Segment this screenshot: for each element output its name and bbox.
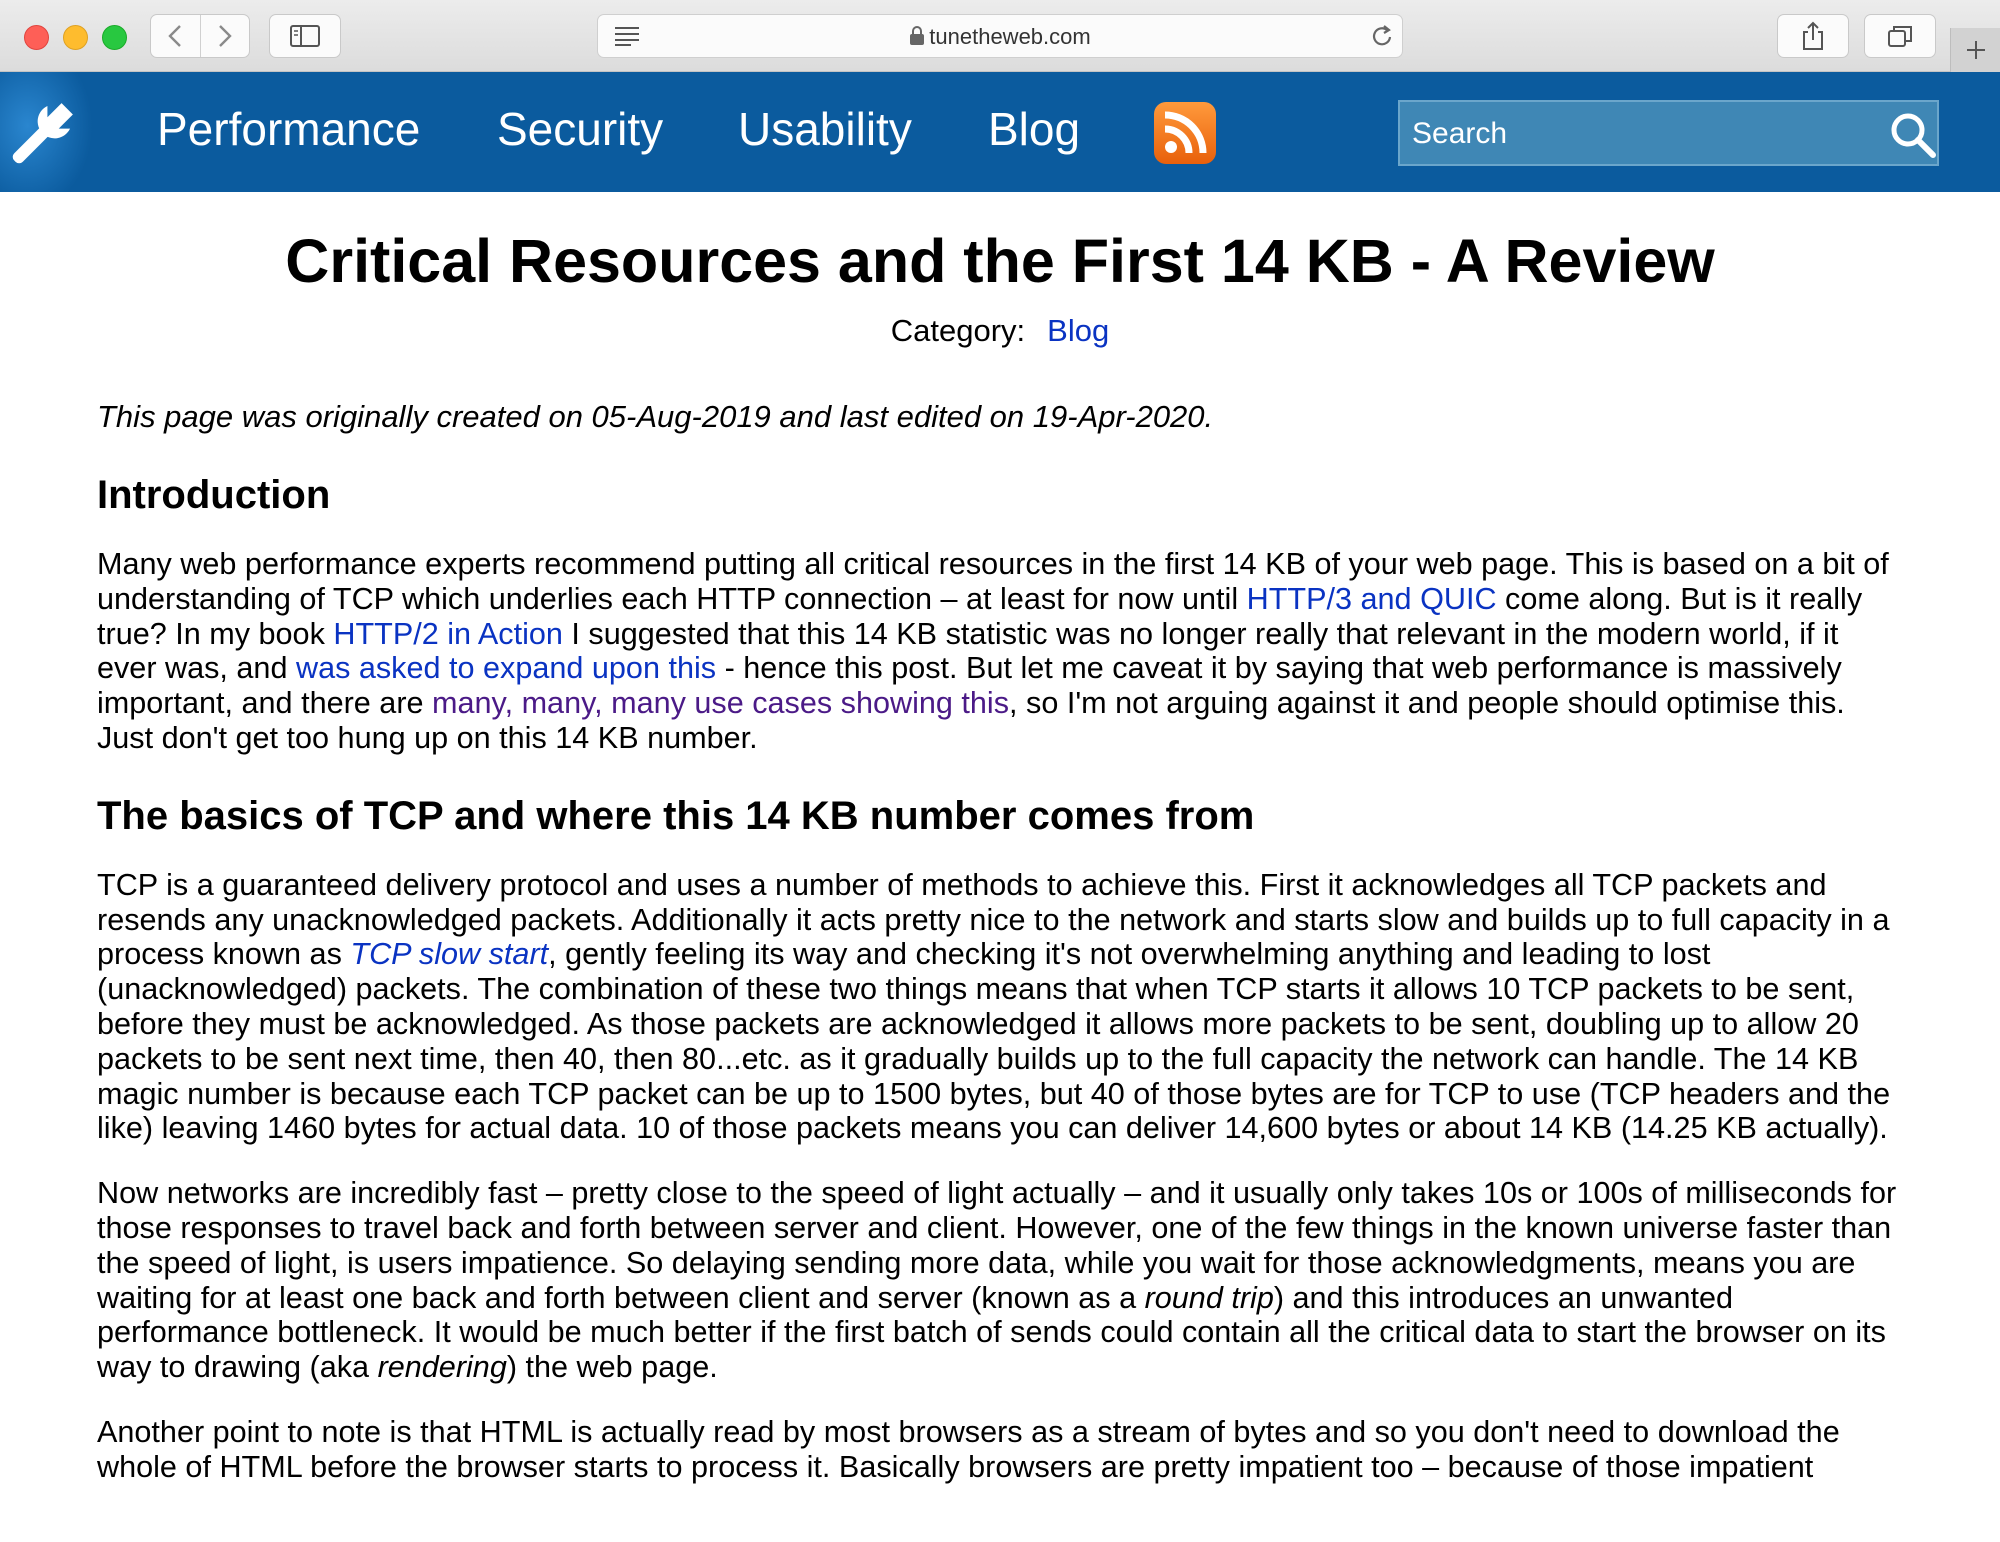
url-text: tunetheweb.com: [929, 24, 1091, 49]
link-use-cases[interactable]: many, many, many use cases showing this: [432, 686, 1010, 721]
text-segment: come along. But is it really true? In my book: [97, 581, 1863, 651]
reload-icon[interactable]: [1370, 23, 1394, 54]
heading-introduction: Introduction: [97, 473, 331, 518]
url-display: [598, 24, 1402, 50]
back-arrow-icon: [168, 24, 182, 48]
link-tcp-slow-start[interactable]: TCP slow start: [350, 937, 549, 972]
link-http2-in-action[interactable]: HTTP/2 in Action: [333, 616, 563, 651]
minimize-window-button[interactable]: [63, 25, 88, 50]
browser-toolbar: [0, 0, 2000, 72]
nav-security[interactable]: Security: [497, 103, 664, 155]
rss-feed-button[interactable]: [1154, 102, 1216, 164]
emphasis-rendering: rendering: [377, 1350, 507, 1385]
rss-icon: [1154, 102, 1216, 164]
page-dates: This page was originally created on 05-Aug-2019 and last edited on 19-Apr-2020.: [97, 399, 1214, 435]
search-box: [1398, 100, 1939, 166]
new-tab-button[interactable]: [1950, 28, 2000, 72]
forward-button[interactable]: [200, 15, 250, 57]
paragraph-intro: [97, 547, 1903, 756]
text-segment: Many web performance experts recommend putting all critical resources in the first 14 KB of your web page. This is based on a bit of understanding of TCP which underlies each HTTP connection – at least for now until: [97, 547, 1889, 616]
lock-icon: [909, 26, 925, 46]
search-button[interactable]: [1890, 112, 1936, 163]
paragraph-networks: [97, 1176, 1903, 1385]
search-icon: [1890, 112, 1936, 158]
tabs-icon: [1887, 24, 1913, 48]
sidebar-icon: [290, 25, 320, 47]
back-button[interactable]: [151, 15, 200, 57]
share-icon: [1801, 21, 1825, 51]
site-header: [0, 72, 2000, 192]
zoom-window-button[interactable]: [102, 25, 127, 50]
link-asked-to-expand[interactable]: was asked to expand upon this: [295, 651, 717, 686]
plus-icon: [1965, 39, 1987, 61]
wrench-icon: [0, 72, 92, 192]
page-title: Critical Resources and the First 14 KB - A Review: [285, 227, 1715, 295]
search-input[interactable]: [1410, 110, 1854, 158]
emphasis-round-trip: round trip: [1144, 1280, 1274, 1315]
nav-blog[interactable]: Blog: [988, 103, 1081, 155]
text-segment: , so I'm not arguing against it and people should optimise this. Just don't get too hung up on this 14 KB number.: [97, 686, 1845, 756]
close-window-button[interactable]: [24, 25, 49, 50]
category-line: [97, 313, 1903, 349]
paragraph-html-stream: [97, 1415, 1903, 1485]
site-logo[interactable]: [0, 72, 92, 192]
sidebar-button[interactable]: [269, 14, 341, 58]
address-bar[interactable]: [597, 14, 1403, 58]
text-segment: I suggested that this 14 KB statistic was no longer really that relevant in the modern world, if it ever was, and: [97, 616, 1839, 686]
text-segment: Now networks are incredibly fast – pretty close to the speed of light actually – and it usually only takes 10s or 100s of milliseconds for those responses to travel back and forth between server and client. However, one of the few things in the known universe faster than the speed of light, is users impatience. So delaying sending more data, while you wait for those acknowledgments, means you are waiting for at least one back and forth between client and server (known as a: [97, 1176, 1897, 1315]
forward-arrow-icon: [218, 24, 232, 48]
nav-usability[interactable]: Usability: [738, 103, 912, 155]
category-label: Category:: [890, 313, 1026, 349]
text-segment: Another point to note is that HTML is actually read by most browsers as a stream of bytes and so you don't need to download the whole of HTML before the browser starts to process it. Basically browsers are pretty impatient too – because of those impatient: [97, 1415, 1840, 1484]
history-navigation: [150, 14, 250, 58]
nav-performance[interactable]: Performance: [157, 103, 421, 155]
share-button[interactable]: [1777, 14, 1849, 58]
text-segment: ) the web page.: [506, 1350, 718, 1385]
article: [97, 192, 1903, 1485]
paragraph-tcp: [97, 868, 1903, 1146]
link-http3-quic[interactable]: HTTP/3 and QUIC: [1246, 581, 1497, 616]
text-segment: TCP is a guaranteed delivery protocol and uses a number of methods to achieve this. First it acknowledges all TCP packets and resends any unacknowledged packets. Additionally it acts pretty nice to the network and starts slow and builds up to full capacity in a process known as: [97, 867, 1890, 972]
text-segment: - hence this post. But let me caveat it by saying that web performance is massively important, and there are: [97, 651, 1842, 721]
tabs-overview-button[interactable]: [1864, 14, 1936, 58]
category-link[interactable]: Blog: [1047, 313, 1110, 349]
heading-tcp-basics: The basics of TCP and where this 14 KB number comes from: [97, 793, 1255, 838]
text-segment: , gently feeling its way and checking it's not overwhelming anything and leading to lost (unacknowledged) packets. The combination of these two things means that when TCP starts it allows 10 TCP packets to be sent, before they must be acknowledged. As those packets are acknowledged it allows more packets to be sent, doubling up to allow 20 packets to be sent next time, then 40, then 80...etc. as it gradually builds up to the full capacity the network can handle. The 14 KB magic number is because each TCP packet can be up to 1500 bytes, but 40 of those bytes are for TCP to use (TCP headers and the like) leaving 1460 bytes for actual data. 10 of those packets means you can deliver 14,600 bytes or about 14 KB (14.25 KB actually).: [97, 937, 1891, 1146]
text-segment: ) and this introduces an unwanted performance bottleneck. It would be much better if the first batch of sends could contain all the critical data to start the browser on its way to drawing (aka: [97, 1280, 1886, 1385]
